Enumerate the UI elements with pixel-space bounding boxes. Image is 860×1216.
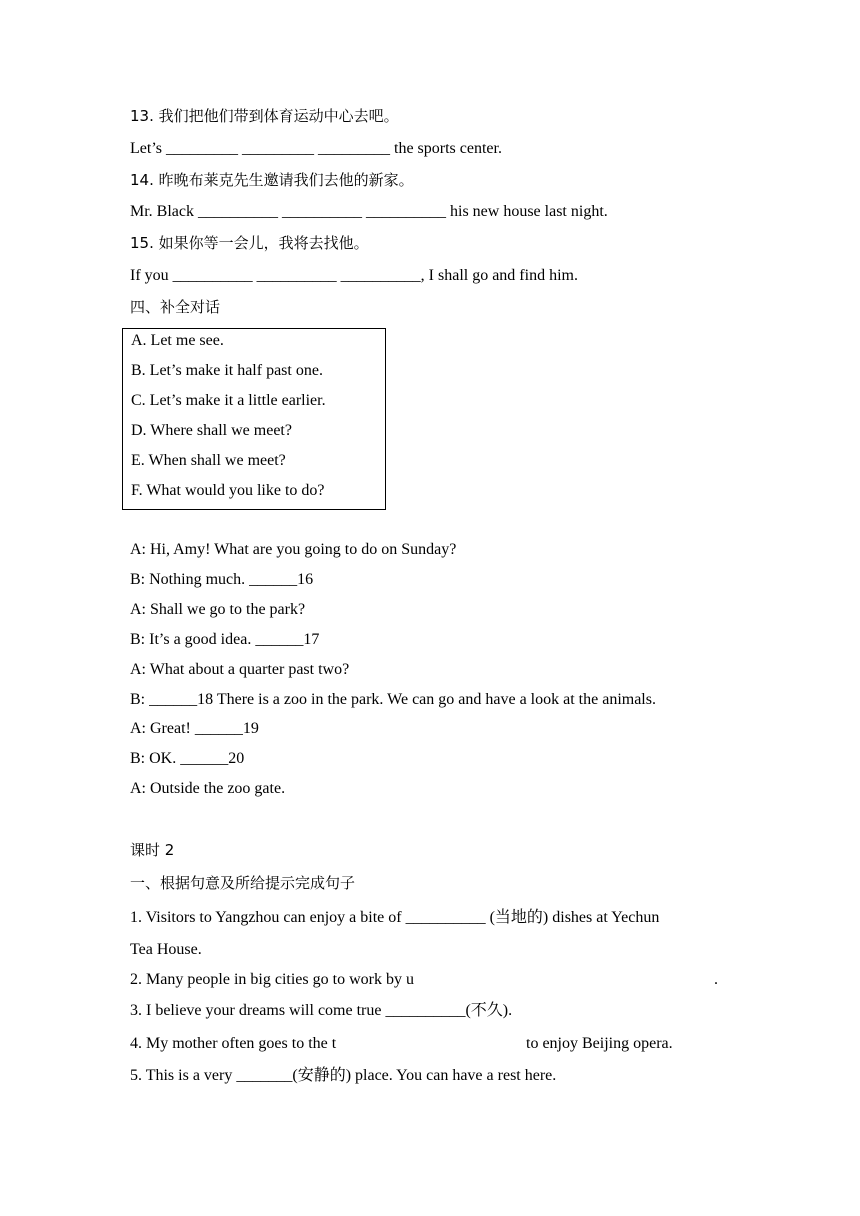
options-box xyxy=(122,328,386,510)
dialogue-line: A: Shall we go to the park? xyxy=(130,601,306,618)
lesson-2-question-1-continued: Tea House. xyxy=(130,941,202,958)
option-e: E. When shall we meet? xyxy=(131,452,286,469)
option-a: A. Let me see. xyxy=(131,332,224,349)
lesson-2-question-2-end: . xyxy=(714,971,718,988)
section-4-title: 四、补全对话 xyxy=(130,298,221,316)
question-14-prompt: 14. 昨晚布莱克先生邀请我们去他的新家。 xyxy=(130,171,414,189)
lesson-2-question-4: 4. My mother often goes to the t xyxy=(130,1035,337,1052)
dialogue-line: A: Outside the zoo gate. xyxy=(130,780,286,797)
dialogue-line: B: It’s a good idea. ______17 xyxy=(130,631,320,648)
lesson-2-question-3: 3. I believe your dreams will come true __________(不久). xyxy=(130,1002,513,1019)
dialogue-line: A: What about a quarter past two? xyxy=(130,661,350,678)
lesson-2-question-4-end: to enjoy Beijing opera. xyxy=(526,1035,673,1052)
lesson-2-section-title: 一、根据句意及所给提示完成句子 xyxy=(130,874,356,892)
option-d: D. Where shall we meet? xyxy=(131,422,292,439)
dialogue-line: A: Great! ______19 xyxy=(130,720,259,737)
question-13-answer: Let’s _________ _________ _________ the sports center. xyxy=(130,140,502,157)
lesson-2-question-2: 2. Many people in big cities go to work by u xyxy=(130,971,414,988)
dialogue-line: A: Hi, Amy! What are you going to do on Sunday? xyxy=(130,541,457,558)
question-15-prompt: 15. 如果你等一会儿，我将去找他。 xyxy=(130,234,369,252)
question-15-answer: If you __________ __________ __________, I shall go and find him. xyxy=(130,267,578,284)
dialogue-line: B: OK. ______20 xyxy=(130,750,245,767)
lesson-2-question-5: 5. This is a very _______(安静的) place. You can have a rest here. xyxy=(130,1067,557,1084)
question-13-prompt: 13. 我们把他们带到体育运动中心去吧。 xyxy=(130,107,399,125)
option-c: C. Let’s make it a little earlier. xyxy=(131,392,326,409)
option-b: B. Let’s make it half past one. xyxy=(131,362,323,379)
option-f: F. What would you like to do? xyxy=(131,482,325,499)
lesson-2-question-1: 1. Visitors to Yangzhou can enjoy a bite of __________ (当地的) dishes at Yechun xyxy=(130,909,660,926)
question-14-answer: Mr. Black __________ __________ __________ his new house last night. xyxy=(130,203,608,220)
dialogue-line: B: Nothing much. ______16 xyxy=(130,571,314,588)
lesson-2-title: 课时 2 xyxy=(130,841,175,859)
dialogue-line: B: ______18 There is a zoo in the park. We can go and have a look at the animals. xyxy=(130,691,656,708)
